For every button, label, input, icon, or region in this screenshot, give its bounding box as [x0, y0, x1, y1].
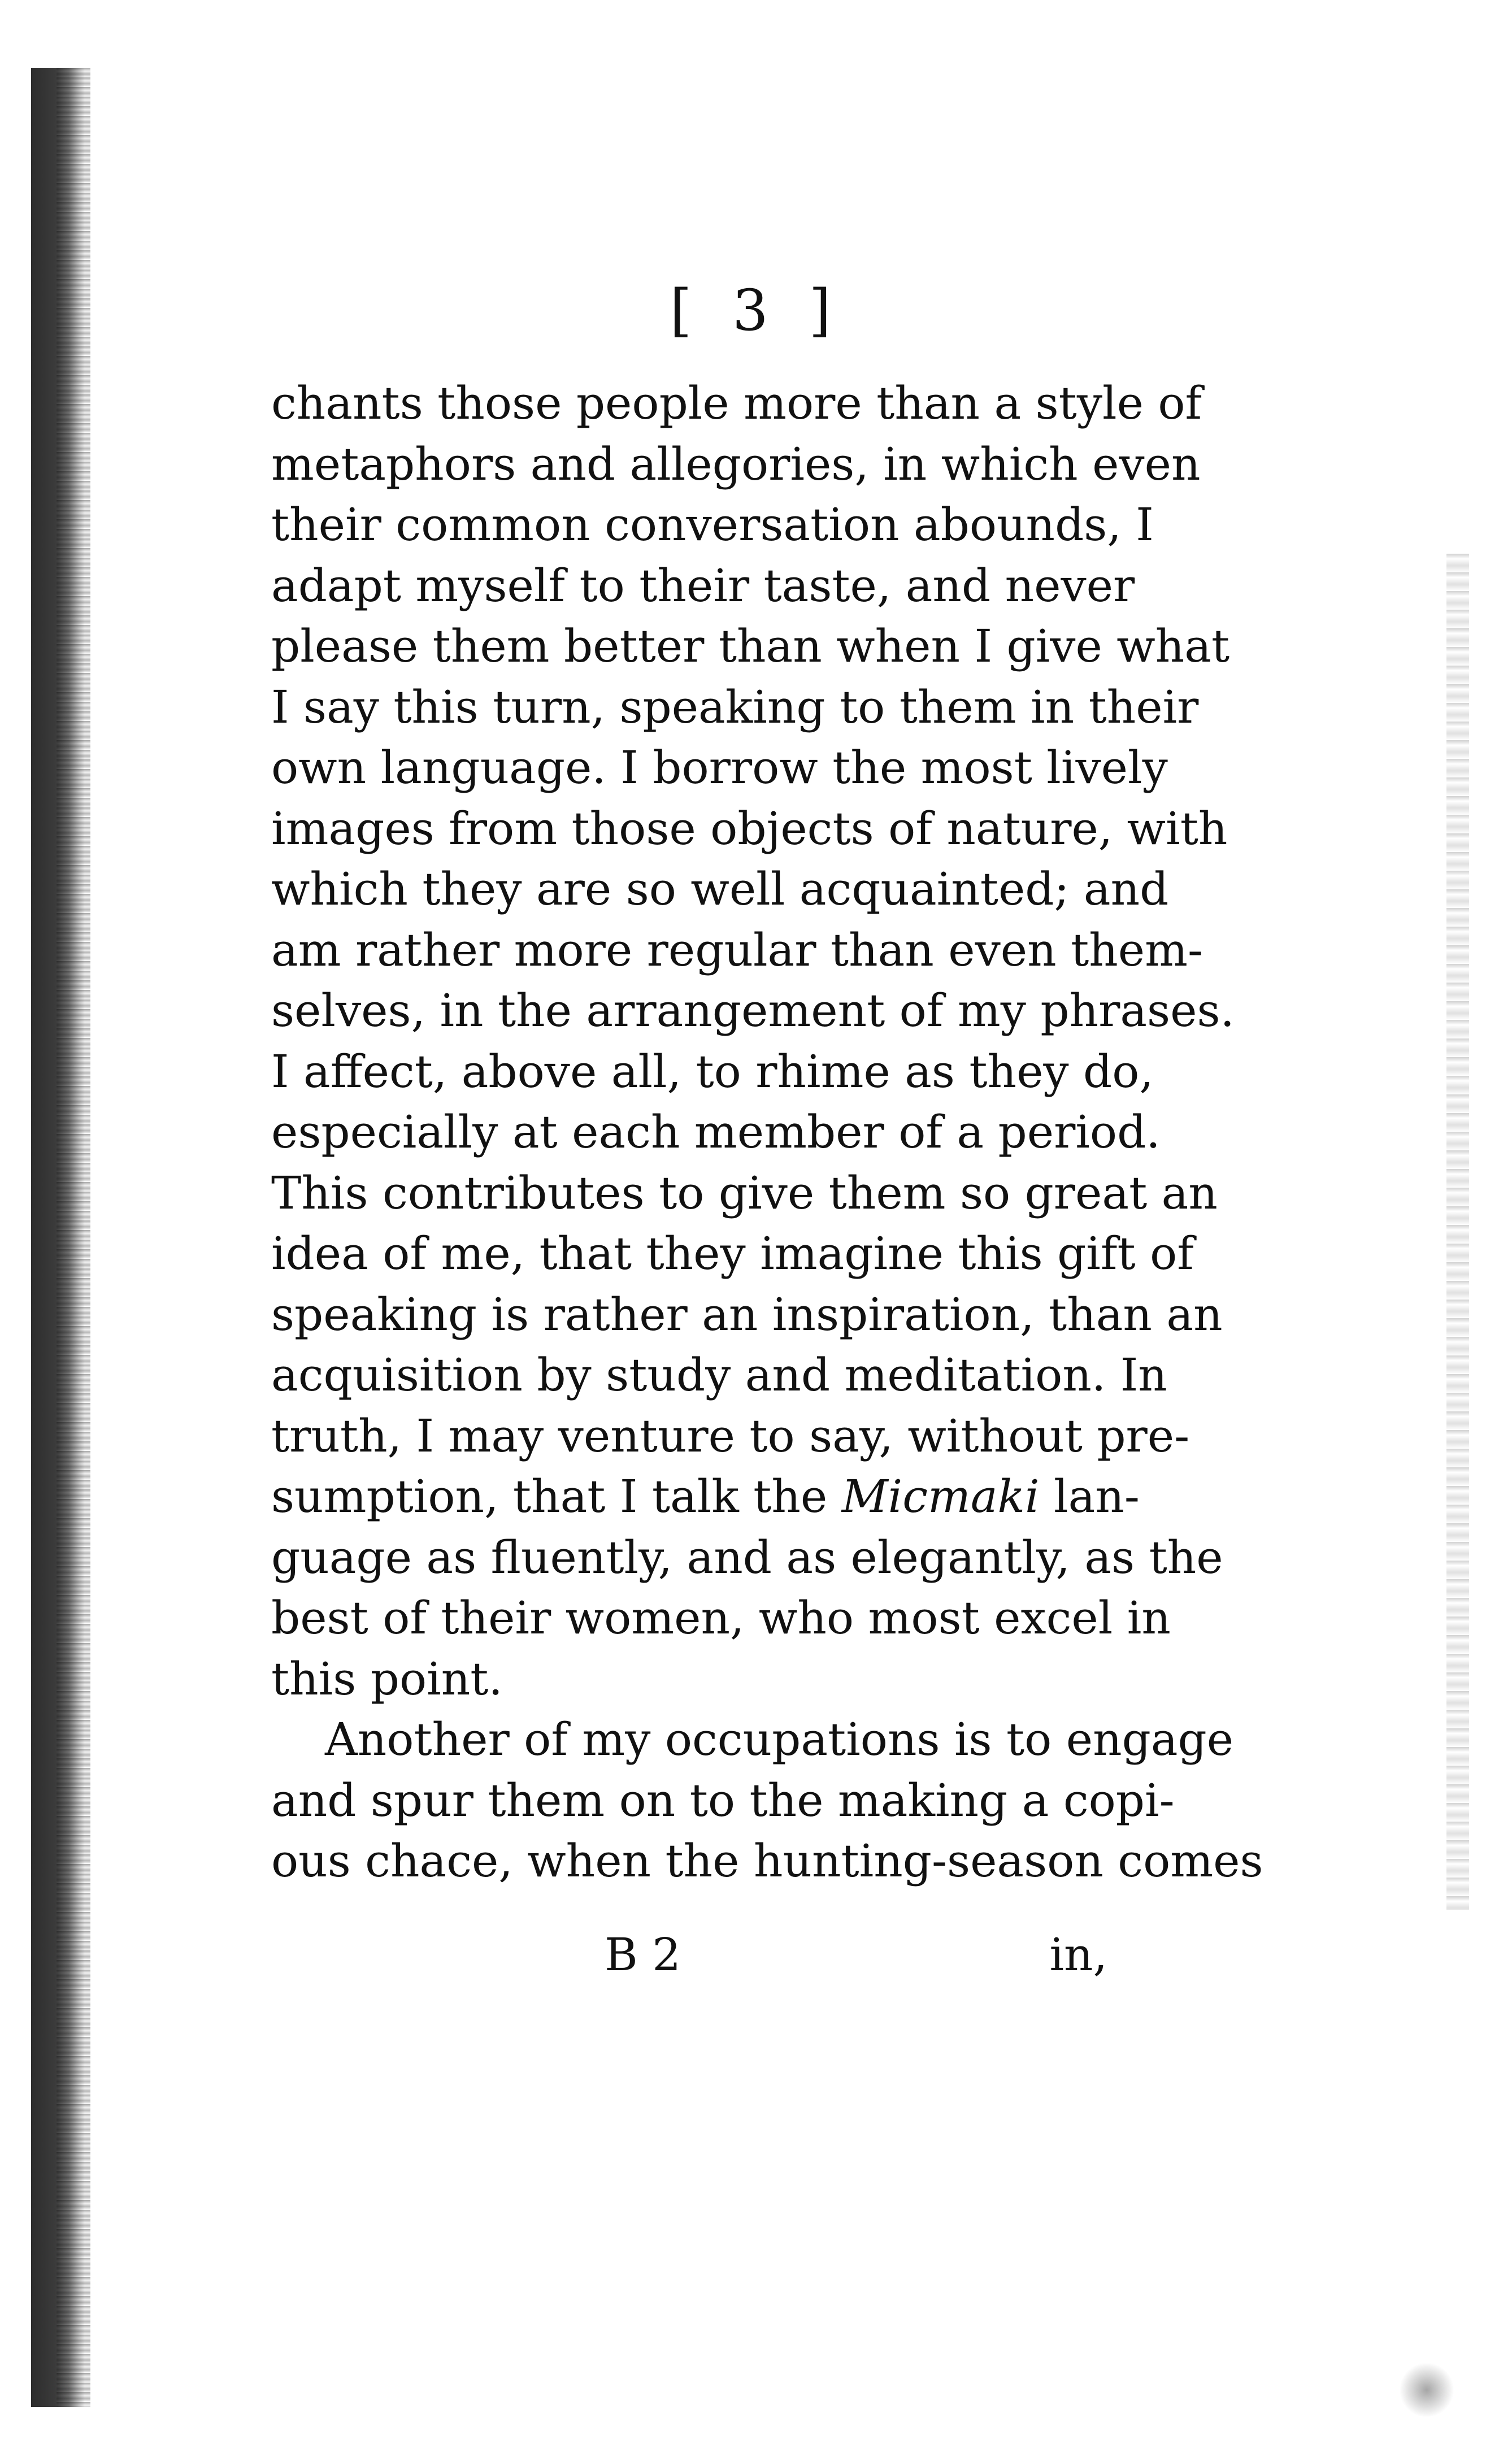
- text-line: adapt myself to their taste, and never: [271, 559, 1135, 612]
- text-line: best of their women, who most excel in: [271, 1592, 1171, 1644]
- catchword: in,: [1049, 1928, 1107, 1981]
- text-line: am rather more regular than even them-: [271, 923, 1203, 976]
- text-segment: sumption, that I talk the: [271, 1470, 842, 1523]
- body-text: [271, 373, 1263, 1892]
- page-footer: [271, 1928, 1107, 1983]
- text-line: please them better than when I give what: [271, 620, 1230, 672]
- paragraph-start-line: Another of my occupations is to engage: [325, 1713, 1234, 1766]
- corner-speckle: [1396, 2362, 1458, 2418]
- text-segment: lan-: [1039, 1470, 1140, 1523]
- text-line: own language. I borrow the most lively: [271, 741, 1168, 794]
- text-line: I say this turn, speaking to them in their: [271, 680, 1199, 733]
- signature-mark: B 2: [605, 1928, 681, 1981]
- text-line: images from those objects of nature, with: [271, 802, 1228, 855]
- page-edge-speckle: [1446, 554, 1469, 1910]
- text-line: their common conversation abounds, I: [271, 498, 1154, 551]
- text-line: metaphors and allegories, in which even: [271, 437, 1201, 490]
- text-line: acquisition by study and meditation. In: [271, 1349, 1167, 1401]
- text-line: speaking is rather an inspiration, than an: [271, 1288, 1223, 1341]
- text-line: which they are so well acquainted; and: [271, 863, 1169, 915]
- text-line: guage as fluently, and as elegantly, as the: [271, 1531, 1223, 1584]
- text-line: idea of me, that they imagine this gift of: [271, 1227, 1194, 1280]
- text-line: This contributes to give them so great an: [271, 1166, 1218, 1219]
- text-line: especially at each member of a period.: [271, 1106, 1161, 1158]
- binding-edge-texture: [57, 68, 90, 2407]
- text-line: and spur them on to the making a copi-: [271, 1774, 1175, 1827]
- text-line: chants those people more than a style of: [271, 377, 1202, 429]
- italic-word: Micmaki: [841, 1470, 1040, 1523]
- text-line: truth, I may venture to say, without pre-: [271, 1409, 1190, 1462]
- text-line: selves, in the arrangement of my phrases.: [271, 984, 1235, 1037]
- paragraph-end-line: this point.: [271, 1652, 503, 1705]
- page-number-header: [ 3 ]: [670, 277, 842, 344]
- text-line: ous chace, when the hunting-season comes: [271, 1835, 1263, 1887]
- text-line-with-italic: [271, 1466, 1140, 1527]
- text-line: I affect, above all, to rhime as they do,: [271, 1045, 1154, 1098]
